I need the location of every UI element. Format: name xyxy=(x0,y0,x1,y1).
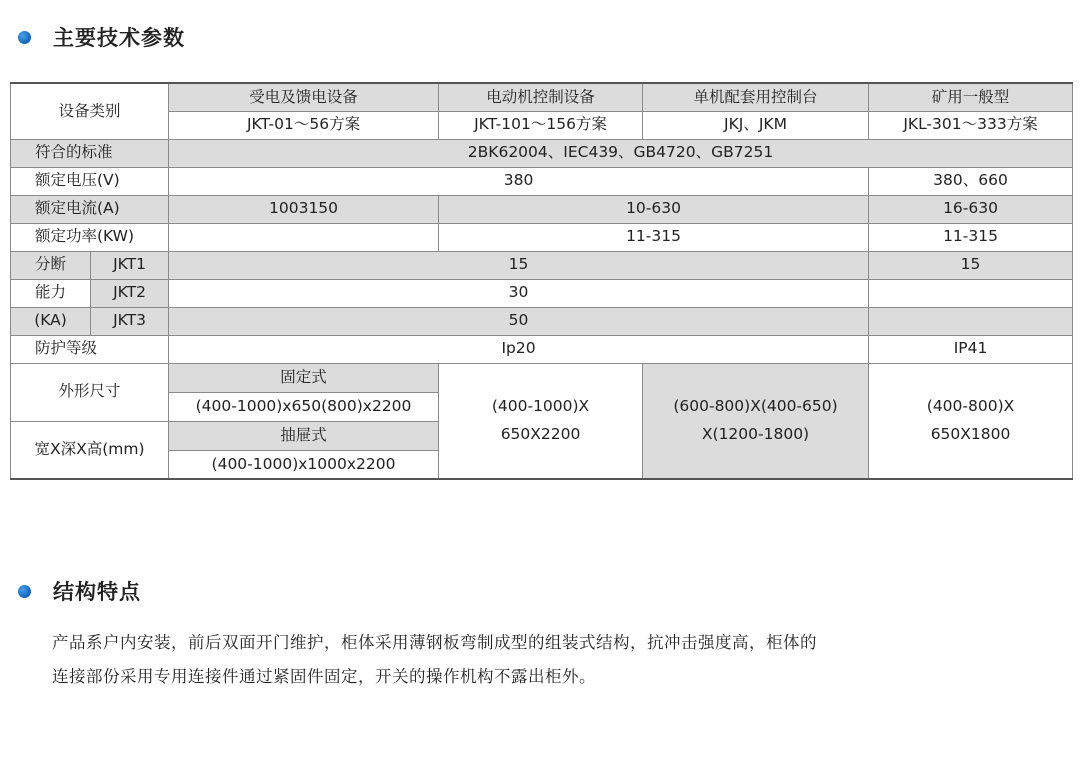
table-row xyxy=(11,111,1073,139)
section-heading-structure xyxy=(18,576,141,606)
dim-line: X(1200-1800) xyxy=(701,424,810,443)
table-row xyxy=(11,195,1073,223)
blue-bullet-icon xyxy=(18,585,31,598)
row-label: 防护等级 xyxy=(11,335,169,363)
cell-value: 2BK62004、IEC439、GB4720、GB7251 xyxy=(169,139,1073,167)
cell-value xyxy=(439,363,643,479)
column-scheme: JKL-301～333方案 xyxy=(869,111,1073,139)
row-label: 宽X深X高(mm) xyxy=(11,421,169,479)
cell-value xyxy=(869,307,1073,335)
row-label: 能力 xyxy=(11,279,91,307)
section-heading-specs xyxy=(18,22,185,52)
cell-value: IP41 xyxy=(869,335,1073,363)
table-row xyxy=(11,279,1073,307)
column-header: 单机配套用控制台 xyxy=(643,83,869,111)
cell-value xyxy=(869,279,1073,307)
cell-value: 11-315 xyxy=(439,223,869,251)
column-header: 矿用一般型 xyxy=(869,83,1073,111)
row-label: 额定功率(KW) xyxy=(11,223,169,251)
sub-label: 抽屉式 xyxy=(169,421,439,450)
dim-line: (600-800)X(400-650) xyxy=(673,397,838,416)
table-row xyxy=(11,307,1073,335)
blue-bullet-icon xyxy=(18,31,31,44)
cell-value: (400-1000)x1000x2200 xyxy=(169,450,439,479)
paragraph-line: 连接部份采用专用连接件通过紧固件固定，开关的操作机构不露出柜外。 xyxy=(52,667,596,686)
column-scheme: JKJ、JKM xyxy=(643,111,869,139)
spec-table xyxy=(10,82,1073,480)
row-label: 额定电流(A) xyxy=(11,195,169,223)
table-row xyxy=(11,251,1073,279)
cell-value: 380、660 xyxy=(869,167,1073,195)
column-header: 电动机控制设备 xyxy=(439,83,643,111)
table-row xyxy=(11,363,1073,392)
paragraph-line: 产品系户内安装，前后双面开门维护，柜体采用薄钢板弯制成型的组装式结构，抗冲击强度高，柜体的 xyxy=(52,633,817,652)
row-label: (KA) xyxy=(11,307,91,335)
cell-value: Ip20 xyxy=(169,335,869,363)
row-label: 分断 xyxy=(11,251,91,279)
dim-line: 650X2200 xyxy=(500,424,581,443)
column-scheme: JKT-101～156方案 xyxy=(439,111,643,139)
cell-empty xyxy=(169,223,439,251)
sub-label: JKT3 xyxy=(91,307,169,335)
cell-value xyxy=(643,363,869,479)
cell-value: 30 xyxy=(169,279,869,307)
cell-value: 1003150 xyxy=(169,195,439,223)
column-header: 受电及馈电设备 xyxy=(169,83,439,111)
table-row xyxy=(11,223,1073,251)
dim-line: (400-1000)X xyxy=(491,397,590,416)
cell-value: 10-630 xyxy=(439,195,869,223)
row-label: 外形尺寸 xyxy=(11,363,169,421)
row-label: 额定电压(V) xyxy=(11,167,169,195)
cell-value: 15 xyxy=(869,251,1073,279)
cell-value: (400-1000)x650(800)x2200 xyxy=(169,392,439,421)
row-label: 符合的标准 xyxy=(11,139,169,167)
section-title: 主要技术参数 xyxy=(53,26,185,50)
cell-value: 11-315 xyxy=(869,223,1073,251)
cell-value: 50 xyxy=(169,307,869,335)
structure-description xyxy=(52,626,1042,694)
table-row xyxy=(11,139,1073,167)
cell-value xyxy=(869,363,1073,479)
cell-value: 380 xyxy=(169,167,869,195)
column-scheme: JKT-01～56方案 xyxy=(169,111,439,139)
sub-label: JKT1 xyxy=(91,251,169,279)
table-row xyxy=(11,83,1073,111)
category-label: 设备类别 xyxy=(11,83,169,139)
sub-label: JKT2 xyxy=(91,279,169,307)
cell-value: 15 xyxy=(169,251,869,279)
cell-value: 16-630 xyxy=(869,195,1073,223)
section-title: 结构特点 xyxy=(53,580,141,604)
sub-label: 固定式 xyxy=(169,363,439,392)
table-row xyxy=(11,335,1073,363)
dim-line: (400-800)X xyxy=(926,397,1015,416)
dim-line: 650X1800 xyxy=(930,424,1011,443)
table-row xyxy=(11,167,1073,195)
